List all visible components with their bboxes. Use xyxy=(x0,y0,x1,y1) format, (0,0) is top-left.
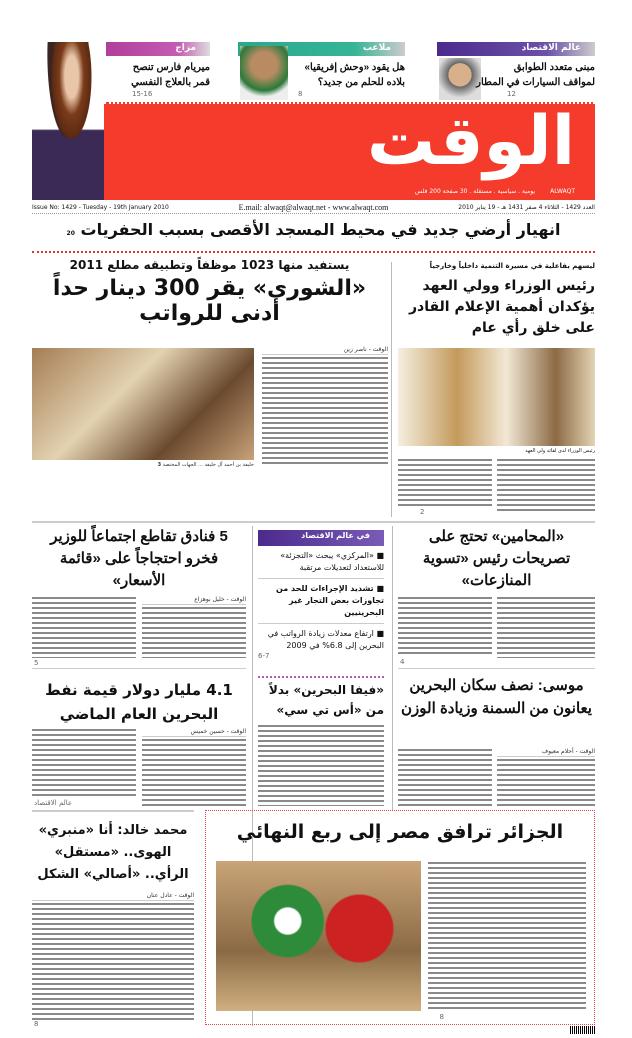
logo: الوقت xyxy=(367,102,575,181)
person-photo xyxy=(240,46,288,100)
logo-latin: ALWAQT xyxy=(550,188,575,195)
page-ref: 8 xyxy=(439,1013,444,1021)
article-body-text xyxy=(428,861,586,1011)
divider xyxy=(32,668,246,669)
byline: الوقت - ناصر زين xyxy=(262,346,388,355)
teaser-headline: ميريام فارس تنصح قمر بالعلاج النفسي xyxy=(131,62,210,88)
masthead xyxy=(104,102,595,200)
article-body-text xyxy=(497,458,595,513)
econ-item[interactable]: ■ ارتفاع معدلات زيادة الرواتب في البحرين إلى 6.8% في 2009 xyxy=(267,629,384,650)
article-body-text xyxy=(497,758,595,806)
section-label: ملاعب xyxy=(238,42,405,56)
article-headline[interactable]: «المحامين» تحتج على تصريحات رئيس «تسوية المنازعات» xyxy=(422,528,571,589)
lead-kicker: يستفيد منها 1023 موظفاً وتطبيقه مطلع 2011 xyxy=(69,258,350,272)
article-body-text xyxy=(32,596,136,658)
column-rule xyxy=(392,526,393,811)
sports-photo xyxy=(216,861,421,1011)
teaser-economy[interactable] xyxy=(437,42,595,100)
right-lead-headline[interactable]: رئيس الوزراء وولي العهد يؤكدان أهمية الإعلام القادر على خلق رأي عام xyxy=(408,278,595,336)
divider xyxy=(32,810,194,812)
sports-box xyxy=(205,810,595,1025)
article-body-text xyxy=(32,728,136,796)
byline: الوقت - عادل عنان xyxy=(32,892,194,901)
section-label: عالم الاقتصاد xyxy=(437,42,595,56)
lead-headline[interactable]: «الشورى» يقر 300 دينار حداً أدنى للرواتب xyxy=(52,276,367,326)
page-ref: 8 xyxy=(298,90,303,98)
byline: الوقت - أحلام معيوف xyxy=(497,748,595,757)
section-label: مزاج xyxy=(106,42,210,56)
photo-caption: خليفة بن أحمد آل خليفة ... الجهات المختصة 3 xyxy=(157,462,254,468)
issue-english: Issue No: 1429 - Tuesday - 19th January 2010 xyxy=(32,204,169,211)
divider xyxy=(32,251,595,253)
page-ref: 6-7 xyxy=(258,652,270,660)
economy-box xyxy=(258,530,384,670)
article-body-text xyxy=(497,596,595,658)
teaser-headline: مبنى متعدد الطوابق لمواقف السيارات في المطار xyxy=(476,62,595,88)
article-headline[interactable]: 5 فنادق تقاطع اجتماعاً للوزير فخرو احتجاجاً على «قائمة الأسعار» xyxy=(50,528,228,589)
article-body-text xyxy=(398,748,492,806)
tagline: يومية . سياسية . مستقلة . 30 صفحة 200 فلس xyxy=(414,188,535,195)
divider xyxy=(398,668,595,669)
right-lead-kicker: ليسهم بفاعلية في مسيرة التنمية داخلياً وخارجياً xyxy=(429,262,595,270)
page-ref: 8 xyxy=(34,1020,39,1028)
teaser-headline: هل يقود «وحش إفريقيا» بلاده للحلم من جديد؟ xyxy=(304,62,405,88)
banner-headline[interactable]: انهيار أرضي جديد في محيط المسجد الأقصى بسبب الحفريات 20 xyxy=(66,220,561,239)
right-lead-photo xyxy=(398,348,595,446)
article-headline[interactable]: «فيفا البحرين» بدلاً من «أس تي سي» xyxy=(268,683,384,717)
byline: الوقت - خليل بوهزاع xyxy=(142,596,246,605)
article-body-text xyxy=(32,902,194,1020)
column-rule xyxy=(391,262,392,517)
page-ref: عالم الاقتصاد xyxy=(34,799,73,807)
article-body-text xyxy=(258,724,384,806)
person-photo xyxy=(439,58,481,100)
article-body-text xyxy=(142,738,246,808)
photo-caption: رئيس الوزراء لدى لقائه ولي العهد xyxy=(525,448,595,454)
byline: الوقت - حسين خميس xyxy=(142,728,246,737)
page-ref: 15-16 xyxy=(132,90,153,98)
barcode xyxy=(570,1026,595,1034)
article-body-text xyxy=(398,596,492,654)
teaser-sports[interactable] xyxy=(238,42,405,100)
divider xyxy=(258,676,384,678)
lead-photo xyxy=(32,348,254,460)
contact-info[interactable]: E.mail: alwaqt@alwaqt.net - www.alwaqt.com xyxy=(238,203,389,212)
article-headline[interactable]: موسى: نصف سكان البحرين يعانون من السمنة وزيادة الوزن xyxy=(401,677,592,717)
article-body-text xyxy=(398,458,492,508)
issue-arabic: العدد 1429 - الثلاثاء 4 صفر 1431 هـ - 19 يناير 2010 xyxy=(458,204,595,211)
article-body-text xyxy=(262,356,388,466)
article-headline[interactable]: 4.1 مليار دولار قيمة نفط البحرين العام الماضي xyxy=(45,681,233,723)
sports-headline[interactable]: الجزائر ترافق مصر إلى ربع النهائي xyxy=(236,821,564,843)
article-body-text xyxy=(142,606,246,658)
page-ref: 4 xyxy=(400,658,405,666)
page-ref: 2 xyxy=(420,508,425,516)
econ-item[interactable]: ■ «المركزي» يبحث «التجزئة» للاستعداد لتعديلات مرتقبة xyxy=(258,550,384,579)
info-bar xyxy=(32,202,595,214)
divider xyxy=(32,521,595,523)
econ-item[interactable]: ■ تشديد الإجراءات للحد من تجاوزات بعض التجار غير البحرينيين xyxy=(258,583,384,624)
page-ref: 5 xyxy=(34,659,39,667)
page-ref: 12 xyxy=(507,90,516,98)
article-headline[interactable]: محمد خالد: أنا «منبري» الهوى.. «مستقل» الرأي.. «أصالي» الشكل xyxy=(37,823,189,882)
section-label: في عالم الاقتصاد xyxy=(258,530,384,546)
teaser-lifestyle[interactable] xyxy=(32,42,210,100)
